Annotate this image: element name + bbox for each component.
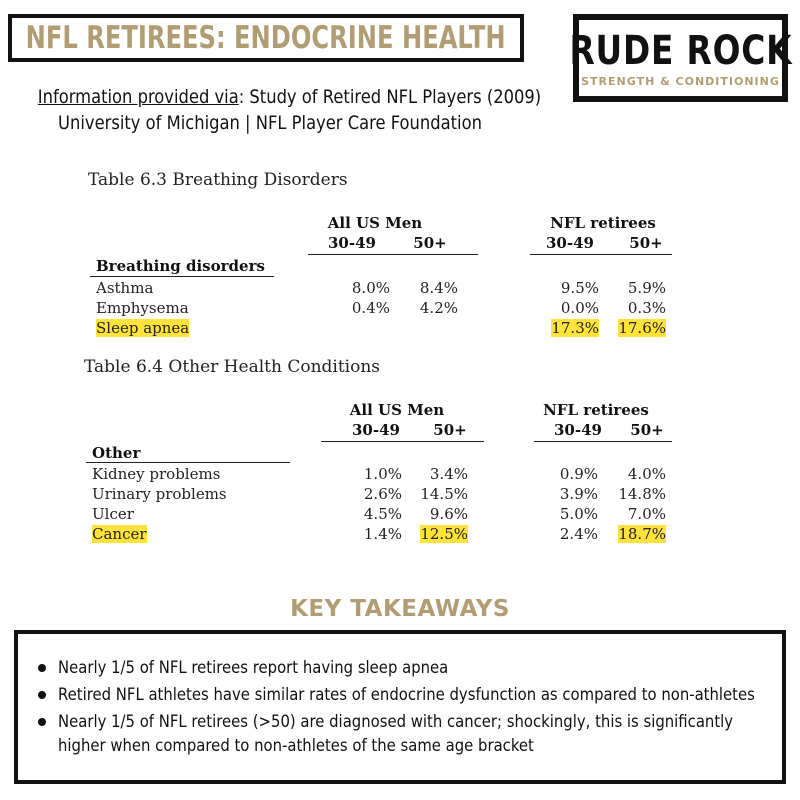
table2-cell: 2.4% (559, 525, 598, 543)
table2-cell: 1.4% (363, 525, 402, 543)
table1-group-nfl: NFL retirees (550, 214, 656, 232)
table2-cell: 1.0% (363, 465, 402, 483)
table2-rule-section (86, 462, 290, 463)
table1-rule-nfl (530, 254, 672, 255)
table1-row-label: Asthma (96, 279, 154, 297)
table1-rule-section (90, 276, 274, 277)
table2-caption: Table 6.4 Other Health Conditions (84, 357, 381, 377)
table2-row-label: Urinary problems (92, 485, 227, 503)
table1-caption: Table 6.3 Breathing Disorders (88, 170, 348, 190)
source-institutions: University of Michigan | NFL Player Care Foundation (58, 112, 482, 134)
table1-cell-highlighted (539, 319, 599, 337)
logo-sub-text: STRENGTH & CONDITIONING (581, 74, 780, 88)
table2-col-us-30-49: 30-49 (352, 421, 400, 439)
table1-group-us-men: All US Men (327, 214, 423, 232)
list-item (36, 710, 776, 758)
highlight-mark: Cancer (92, 525, 147, 543)
key-takeaways-box (14, 630, 786, 784)
table1-cell: 4.2% (419, 299, 458, 317)
table2-group-nfl: NFL retirees (543, 401, 649, 419)
table2-col-nfl-50: 50+ (630, 421, 664, 439)
key-takeaways-title: KEY TAKEAWAYS (290, 596, 510, 622)
table1-cell: 9.5% (560, 279, 599, 297)
table2-cell: 3.4% (429, 465, 468, 483)
table1-col-us-30-49: 30-49 (328, 234, 376, 252)
source-study: : Study of Retired NFL Players (2009) (238, 86, 542, 108)
table1-section-head: Breathing disorders (96, 257, 265, 275)
table2-rule-us (321, 441, 484, 442)
table1-col-nfl-30-49: 30-49 (546, 234, 594, 252)
table2-section-head: Other (92, 444, 141, 462)
table2-cell: 0.9% (559, 465, 598, 483)
table1-cell-highlighted (606, 319, 666, 337)
bullet-icon (38, 664, 46, 672)
table2-row-label: Ulcer (92, 505, 134, 523)
list-item (36, 683, 776, 707)
takeaway-text: Retired NFL athletes have similar rates of endocrine dysfunction as compared to non-athletes (58, 685, 755, 704)
bullet-icon (38, 718, 46, 726)
table1-rule-us (308, 254, 478, 255)
table1-col-nfl-50: 50+ (629, 234, 663, 252)
table1-cell: 5.9% (627, 279, 666, 297)
table2-row-label-highlighted (92, 525, 147, 543)
rude-rock-logo (569, 14, 792, 102)
highlight-mark: 17.3% (551, 319, 599, 337)
table2-group-us-men: All US Men (349, 401, 445, 419)
table1-cell: 0.3% (627, 299, 666, 317)
bullet-icon (38, 691, 46, 699)
table2-cell: 14.5% (420, 485, 468, 503)
takeaway-text: Nearly 1/5 of NFL retirees (>50) are diagnosed with cancer; shockingly, this is significantly higher when compared to non-athletes of the same age bracket (58, 712, 734, 755)
title-banner (8, 14, 524, 62)
table2-col-us-50: 50+ (433, 421, 467, 439)
table1-row-label: Emphysema (96, 299, 189, 317)
table2-cell: 3.9% (559, 485, 598, 503)
table2-cell: 4.0% (627, 465, 666, 483)
table2-cell-highlighted (606, 525, 666, 543)
highlight-mark: 18.7% (618, 525, 666, 543)
table2-row-label: Kidney problems (92, 465, 221, 483)
table2-cell: 4.5% (363, 505, 402, 523)
table2-cell: 7.0% (627, 505, 666, 523)
table2-cell: 9.6% (429, 505, 468, 523)
page-title: NFL RETIREES: ENDOCRINE HEALTH (26, 20, 506, 56)
source-line (37, 86, 542, 108)
table2-rule-nfl (534, 441, 672, 442)
takeaway-text: Nearly 1/5 of NFL retirees report having sleep apnea (58, 658, 449, 677)
table2-cell: 14.8% (618, 485, 666, 503)
table1-row-label-highlighted (96, 319, 189, 337)
highlight-mark: 17.6% (618, 319, 666, 337)
highlight-mark: Sleep apnea (96, 319, 190, 337)
table1-cell: 8.0% (351, 279, 390, 297)
table1-cell: 8.4% (419, 279, 458, 297)
source-prefix: Information provided via (37, 86, 239, 108)
highlight-mark: 12.5% (420, 525, 468, 543)
list-item (36, 656, 776, 680)
table2-cell-highlighted (408, 525, 468, 543)
logo-main-text: RUDE ROCK (569, 27, 792, 74)
table2-cell: 2.6% (363, 485, 402, 503)
takeaways-list (36, 656, 776, 761)
table1-cell: 0.4% (351, 299, 390, 317)
table2-col-nfl-30-49: 30-49 (554, 421, 602, 439)
table1-col-us-50: 50+ (413, 234, 447, 252)
table2-cell: 5.0% (559, 505, 598, 523)
table1-cell: 0.0% (560, 299, 599, 317)
